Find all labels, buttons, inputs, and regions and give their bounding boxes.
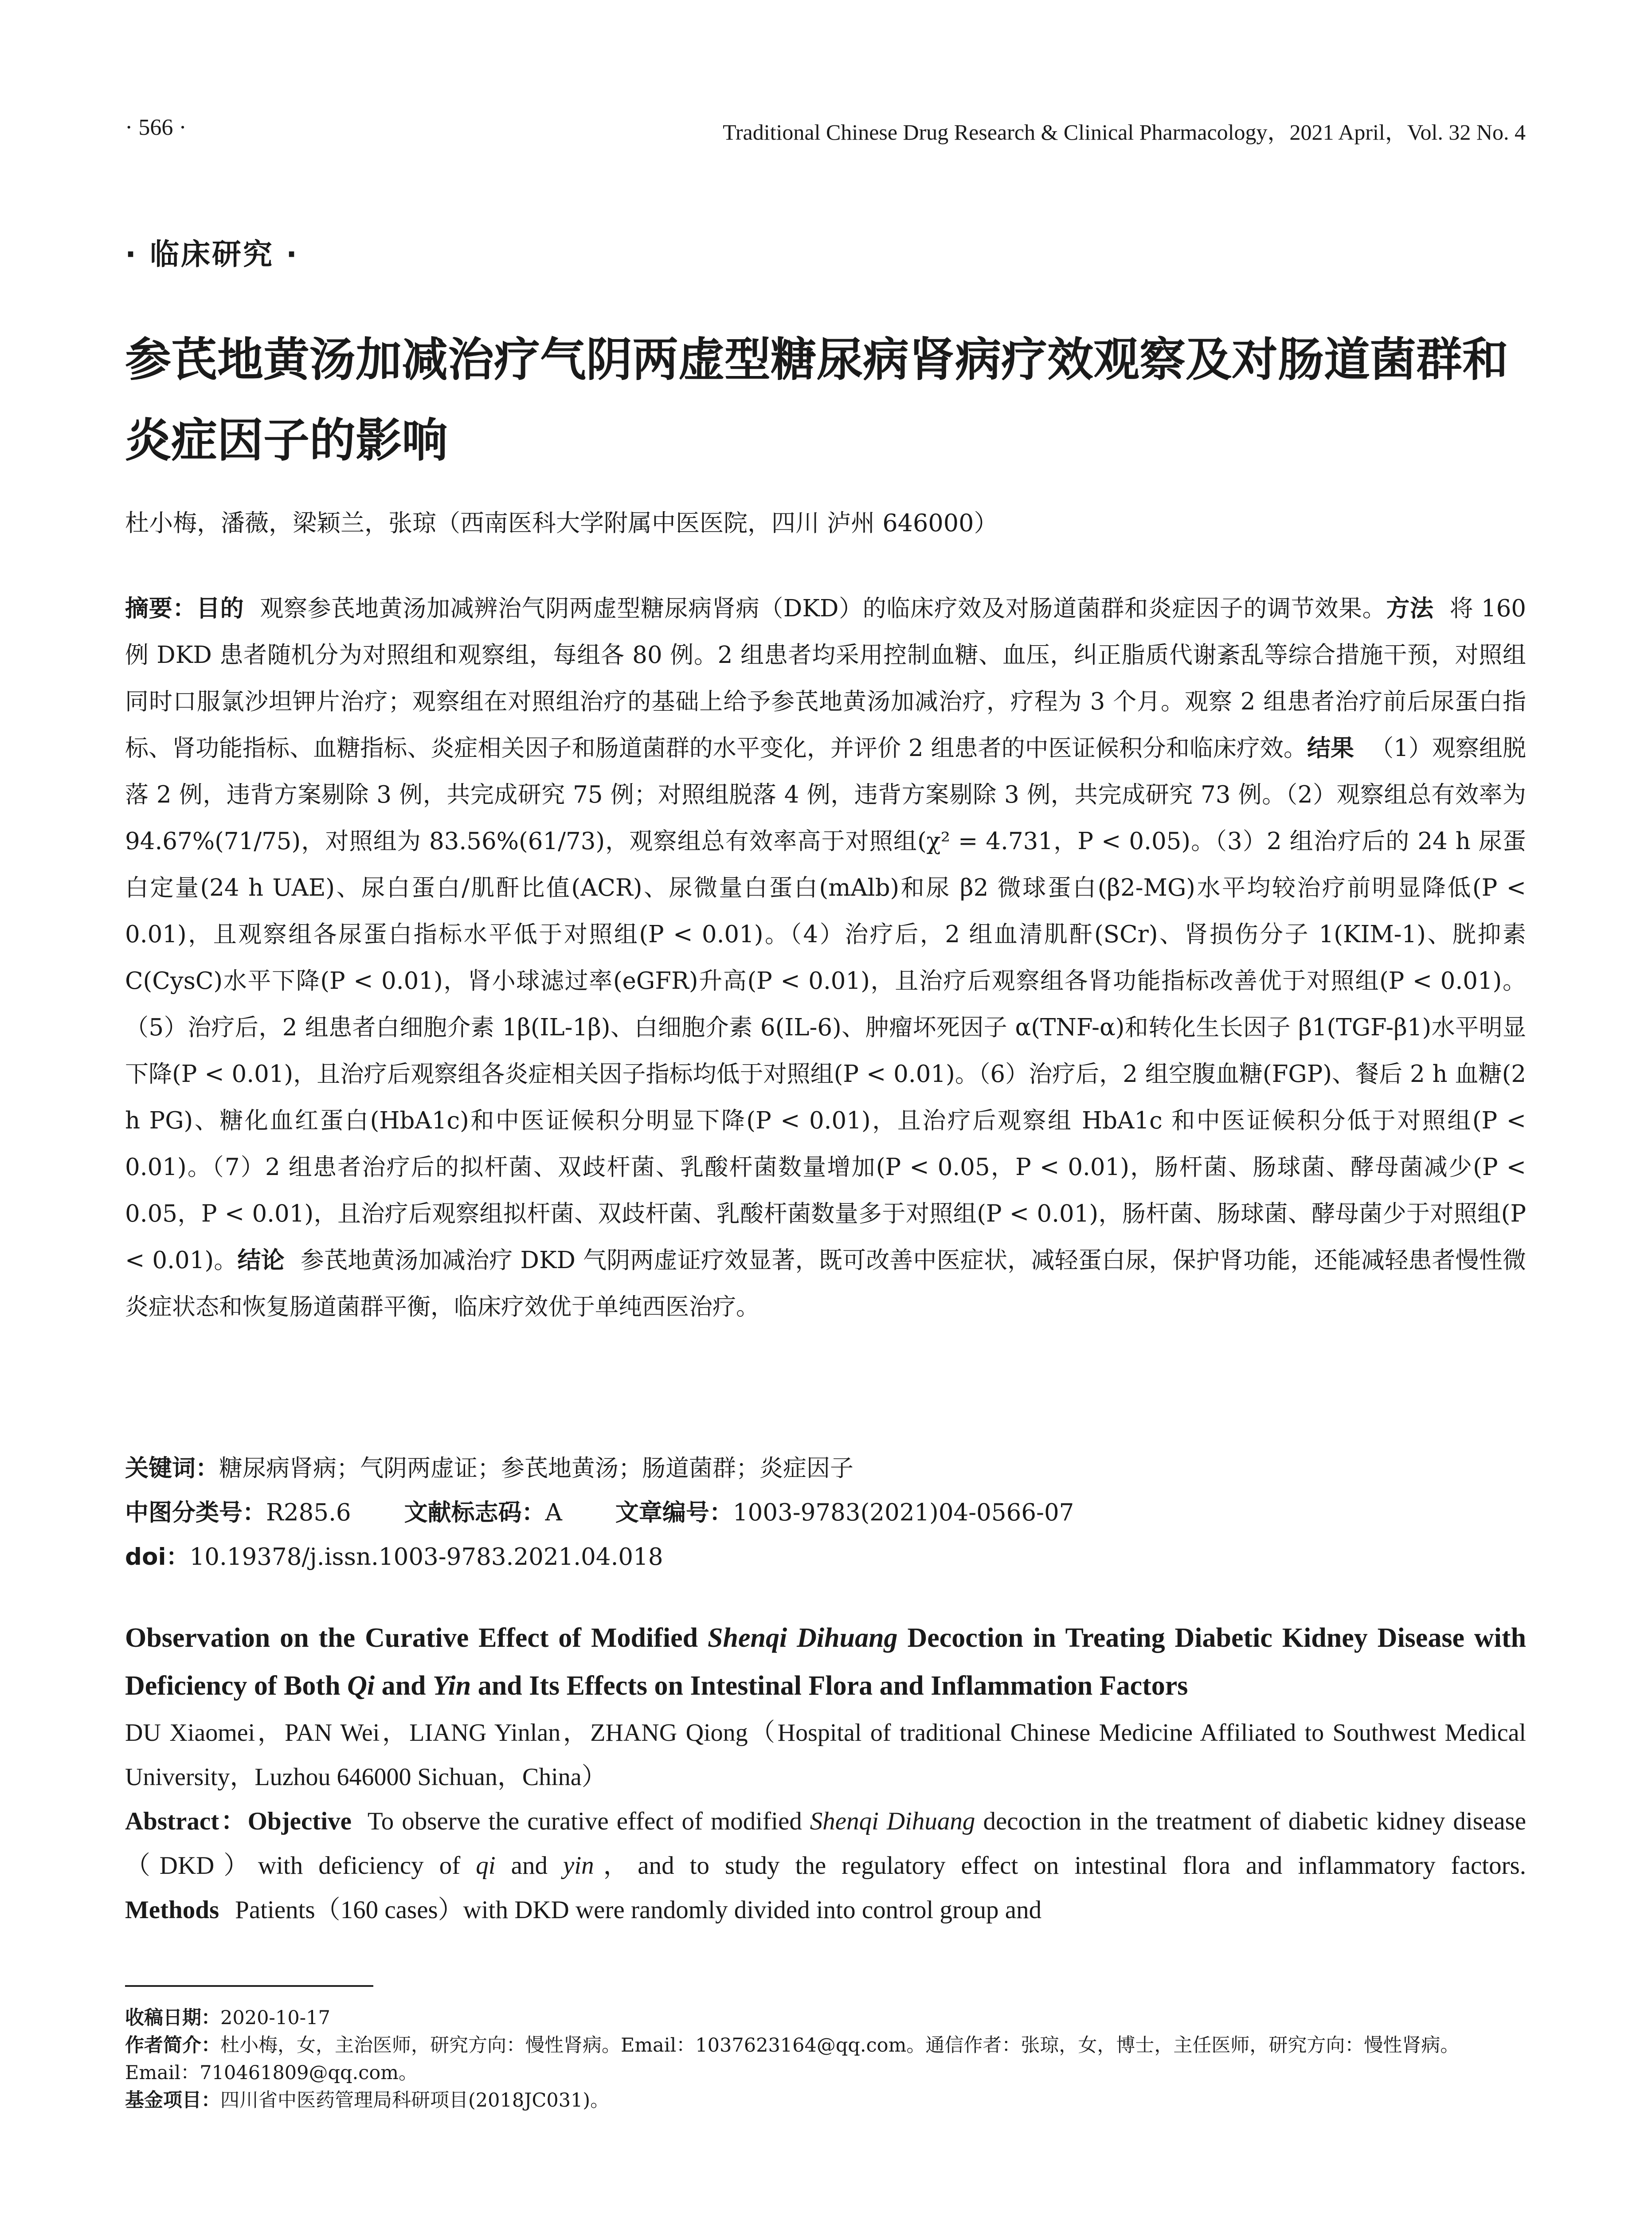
chinese-title: 参芪地黄汤加减治疗气阴两虚型糖尿病肾病疗效观察及对肠道菌群和炎症因子的影响: [125, 333, 1509, 467]
conclusion-label: 结论: [237, 1247, 285, 1274]
footnote-divider: [125, 1985, 373, 1987]
english-title-italic: Shenqi Dihuang: [708, 1623, 898, 1653]
english-title-part: Observation on the Curative Effect of Modified: [125, 1623, 708, 1653]
keywords-text: 糖尿病肾病；气阴两虚证；参芪地黄汤；肠道菌群；炎症因子: [219, 1455, 853, 1482]
english-methods-label: Methods: [125, 1896, 219, 1924]
article-no-label: 文章编号：: [615, 1499, 733, 1526]
column-label: · 临床研究 ·: [125, 237, 299, 271]
footnote-received-text: 2020-10-17: [220, 2007, 330, 2029]
doi-label: doi：: [125, 1543, 190, 1571]
chinese-abstract: [125, 585, 1526, 1330]
english-title-italic: Qi: [347, 1671, 375, 1701]
footnote-author: [125, 2032, 1526, 2087]
clc-value: R285.6: [266, 1499, 351, 1526]
footnote-fund-text: 四川省中医药管理局科研项目(2018JC031)。: [220, 2089, 610, 2111]
english-title-part: Decoction in Treating Diabetic Kidney Disease with Deficiency of Both: [125, 1623, 1527, 1701]
doi-line: [125, 1535, 1526, 1579]
english-authors: DU Xiaomei，PAN Wei，LIANG Yinlan，ZHANG Qiong（Hospital of traditional Chinese Medicine Affiliated to Southwest Medical University，Luzhou 646000 Sichuan，China）: [125, 1719, 1526, 1791]
footnote-received: [125, 2004, 1526, 2032]
english-abstract: [125, 1799, 1526, 1932]
objective-label: 目的: [196, 595, 244, 622]
classification-line: [125, 1491, 1526, 1535]
footnote-fund: [125, 2087, 1526, 2114]
english-objective-label: Objective: [247, 1807, 352, 1835]
footnote-author-label: 作者简介：: [125, 2034, 220, 2056]
doc-code-value: A: [545, 1499, 562, 1526]
english-title-part: and: [375, 1671, 433, 1701]
chinese-authors: 杜小梅，潘薇，梁颖兰，张琼（西南医科大学附属中医医院，四川 泸州 646000）: [125, 509, 998, 537]
footnote-fund-label: 基金项目：: [125, 2089, 220, 2111]
clc-label: 中图分类号：: [125, 1499, 266, 1526]
article-no-value: 1003-9783(2021)04-0566-07: [732, 1499, 1074, 1526]
methods-text: 将 160 例 DKD 患者随机分为对照组和观察组，每组各 80 例。2 组患者均采用控制血糖、血压，纠正脂质代谢紊乱等综合措施干预，对照组同时口服氯沙坦钾片治疗；观察组在对照组治疗的基础上给予参芪地黄汤加减治疗，疗程为 3 个月。观察 2 组患者治疗前后尿蛋白指标、肾功能指标、血糖指标、炎症相关因子和肠道菌群的水平变化，并评价 2 组患者的中医证候积分和临床疗效。: [125, 595, 1527, 762]
running-header-journal: Traditional Chinese Drug Research & Clinical Pharmacology，2021 April，Vol. 32 No. 4: [723, 120, 1526, 145]
footnote-author-text: 杜小梅，女，主治医师，研究方向：慢性肾病。Email：1037623164@qq.com。通信作者：张琼，女，博士，主任医师，研究方向：慢性肾病。Email：710461809@qq.com。: [125, 2034, 1460, 2084]
english-title-part: and Its Effects on Intestinal Flora and Inflammation Factors: [471, 1671, 1188, 1701]
methods-label: 方法: [1386, 595, 1434, 622]
page-number: · 566 ·: [125, 115, 187, 140]
english-title: [125, 1614, 1526, 1710]
abstract-label: 摘要：: [125, 595, 196, 622]
english-objective-italic: Shenqi Dihuang: [810, 1807, 975, 1835]
doc-code-label: 文献标志码：: [404, 1499, 545, 1526]
doi-value: 10.19378/j.issn.1003-9783.2021.04.018: [189, 1543, 663, 1571]
footnotes: [125, 2004, 1526, 2114]
conclusion-text: 参芪地黄汤加减治疗 DKD 气阴两虚证疗效显著，既可改善中医症状，减轻蛋白尿，保护肾功能，还能减轻患者慢性微炎症状态和恢复肠道菌群平衡，临床疗效优于单纯西医治疗。: [125, 1247, 1526, 1320]
english-objective-italic: qi: [476, 1852, 496, 1880]
english-objective-text: ，and to study the regulatory effect on intestinal flora and inflammatory factors.: [594, 1852, 1526, 1880]
english-title-italic: Yin: [433, 1671, 471, 1701]
english-objective-text: and: [495, 1852, 564, 1880]
objective-text: 观察参芪地黄汤加减辨治气阴两虚型糖尿病肾病（DKD）的临床疗效及对肠道菌群和炎症因子的调节效果。: [260, 595, 1386, 622]
english-objective-text: decoction in the treatment of diabetic kidney disease（DKD）with deficiency of: [125, 1807, 1526, 1880]
keywords-label: 关键词：: [125, 1455, 219, 1482]
english-methods-text: Patients（160 cases）with DKD were randomly divided into control group and: [235, 1896, 1042, 1924]
results-text: （1）观察组脱落 2 例，违背方案剔除 3 例，共完成研究 75 例；对照组脱落 4 例，违背方案剔除 3 例，共完成研究 73 例。（2）观察组总有效率为 94.67%(71/75)，对照组为 83.56%(61/73)，观察组总有效率高于对照组(χ² = 4.731，P < 0.05)。（3）2 组治疗后的 24 h 尿蛋白定量(24 h UAE)、尿白蛋白/肌酐比值(ACR)、尿微量白蛋白(mAlb)和尿 β2 微球蛋白(β2-MG)水平均较治疗前明显降低(P < 0.01)，且观察组各尿蛋白指标水平低于对照组(P < 0.01)。（4）治疗后，2 组血清肌酐(SCr)、肾损伤分子 1(KIM-1)、胱抑素 C(CysC)水平下降(P < 0.01)，肾小球滤过率(eGFR)升高(P < 0.01)，且治疗后观察组各肾功能指标改善优于对照组(P < 0.01)。（5）治疗后，2 组患者白细胞介素 1β(IL-1β)、白细胞介素 6(IL-6)、肿瘤坏死因子 α(TNF-α)和转化生长因子 β1(TGF-β1)水平明显下降(P < 0.01)，且治疗后观察组各炎症相关因子指标均低于对照组(P < 0.01)。（6）治疗后，2 组空腹血糖(FGP)、餐后 2 h 血糖(2 h PG)、糖化血红蛋白(HbA1c)和中医证候积分明显下降(P < 0.01)，且治疗后观察组 HbA1c 和中医证候积分低于对照组(P < 0.01)。（7）2 组患者治疗后的拟杆菌、双歧杆菌、乳酸杆菌数量增加(P < 0.05，P < 0.01)，肠杆菌、肠球菌、酵母菌减少(P < 0.05，P < 0.01)，且治疗后观察组拟杆菌、双歧杆菌、乳酸杆菌数量多于对照组(P < 0.01)，肠杆菌、肠球菌、酵母菌少于对照组(P < 0.01)。: [125, 735, 1526, 1274]
english-objective-text: To observe the curative effect of modified: [367, 1807, 810, 1835]
footnote-received-label: 收稿日期：: [125, 2007, 220, 2029]
english-abstract-label: Abstract：: [125, 1807, 248, 1835]
keywords-line: [125, 1446, 1526, 1491]
english-objective-italic: yin: [563, 1852, 594, 1880]
results-label: 结果: [1307, 735, 1354, 762]
